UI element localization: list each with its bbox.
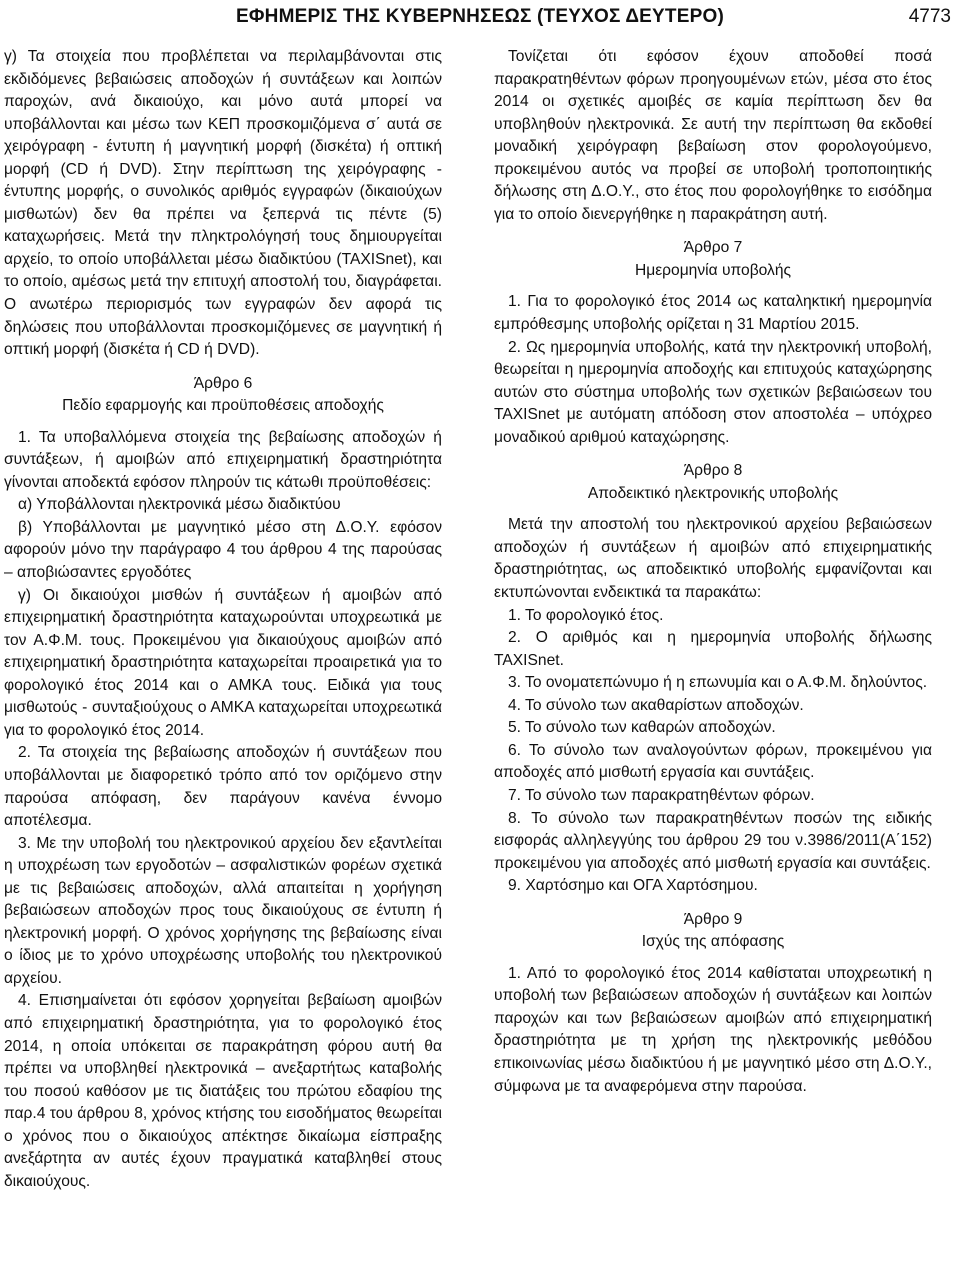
gazette-title: ΕΦΗΜΕΡΙΣ ΤΗΣ ΚΥΒΕΡΝΗΣΕΩΣ (ΤΕΥΧΟΣ ΔΕΥΤΕΡΟ) xyxy=(236,6,724,27)
article-6-paragraph-3: 3. Με την υποβολή του ηλεκτρονικού αρχείου δεν εξαντλείται η υποχρέωση των εργοδοτών – ασφαλιστικών φορέων σχετικά με τις βεβαιώσεις αποδοχών, αλλά απαιτείται η χορήγηση βεβαιώσεων αποδοχών προς τους δικαιούχους σε έντυπη ή ηλεκτρονική μορφή. Ο χρόνος χορήγησης της βεβαίωσης είναι ο ίδιος με το χρόνο υποχρέωσης υποβολής του ηλεκτρονικού αρχείου. xyxy=(4,834,442,987)
article-8-title: Αποδεικτικό ηλεκτρονικής υποβολής xyxy=(587,484,839,502)
article-8-heading: Άρθρο 8 xyxy=(683,462,743,480)
article-7-title: Ημερομηνία υποβολής xyxy=(634,261,792,279)
article-7-paragraph-1: 1. Για το φορολογικό έτος 2014 ως καταληκτική ημερομηνία εμπρόθεσμης υποβολής ορίζεται η 31 Μαρτίου 2015. xyxy=(494,293,932,334)
article-8-item-7: 7. Το σύνολο των παρακρατηθέντων φόρων. xyxy=(508,786,815,804)
article-8-item-4: 4. Το σύνολο των ακαθαρίστων αποδοχών. xyxy=(508,696,804,714)
article-8-intro: Μετά την αποστολή του ηλεκτρονικού αρχείου βεβαιώσεων αποδοχών ή συντάξεων ή αμοιβών από επιχειρηματικής δραστηριότητας, ως αποδεικτικό υποβολής εμφανίζονται και εκτυπώνονται ενδεικτικά τα παρακάτω: xyxy=(494,516,932,602)
article-7-heading: Άρθρο 7 xyxy=(683,239,743,257)
article-6-paragraph-1: 1. Τα υποβαλλόμενα στοιχεία της βεβαίωσης αποδοχών ή συντάξεων, ή αμοιβών από επιχειρηματική δραστηριότητα γίνονται αποδεκτά εφόσον πληρούν τις κάτωθι προϋποθέσεις: xyxy=(4,428,442,491)
page-header xyxy=(0,0,960,34)
paragraph-gamma-list-item: γ) Τα στοιχεία που προβλέπεται να περιλαμβάνονται στις εκδιδόμενες βεβαιώσεις αποδοχών ή συντάξεων και λοιπών παροχών, ανά δικαιούχο, και μόνο αυτά μπορεί να υποβάλλονται και μέσω των ΚΕΠ προσκομιζόμενα σ΄ αυτά σε χειρόγραφη - έντυπη ή μαγνητική μορφή (δισκέτα) ή οπτική μορφή (CD ή DVD). Στην περίπτωση της χειρόγραφης - έντυπης μορφής, ο συνολικός αριθμός εγγραφών (δικαιούχων μισθωτών) δεν θα πρέπει να ξεπερνά τις πέντε (5) καταχωρήσεις. Μετά την πληκτρολόγησή τους δημιουργείται αρχείο, το οποίο υποβάλλεται μέσω διαδικτύου (TAXISnet), και το οποίο, αμέσως μετά την επιτυχή αποστολή του, διαγράφεται. Ο ανωτέρω περιορισμός των εγγραφών δεν αφορά τις δηλώσεις που υποβάλλονται προσκομιζόμενες σε μαγνητική ή οπτική μορφή (δισκέτα ή CD ή DVD). xyxy=(4,48,442,359)
article-6-paragraph-4: 4. Επισημαίνεται ότι εφόσον χορηγείται βεβαίωση αμοιβών από επιχειρηματική δραστηριότητα, για το φορολογικό έτος 2014, η οποία υπόκειται σε παρακράτηση φόρου αυτή θα πρέπει να υποβληθεί ηλεκτρονικά – ανεξαρτήτως καταβολής του ποσού καθόσον με τις διατάξεις του πρώτου εδαφίου της παρ.4 του άρθρου 8, χρόνος κτήσης του εισοδήματος θεωρείται ο χρόνος που ο δικαιούχος απέκτησε δικαίωμα είσπραξης ανεξάρτητα αν αυτές έχουν πραγματικά καταβληθεί στους δικαιούχους. xyxy=(4,992,442,1190)
article-8-item-2: 2. Ο αριθμός και η ημερομηνία υποβολής δήλωσης TAXISnet. xyxy=(494,629,932,669)
article-6-item-b: β) Υποβάλλονται με μαγνητικό μέσο στη Δ.Ο.Υ. εφόσον αφορούν μόνο την παράγραφο 4 του άρθρου 4 της παρούσας – αποβιώσαντες εργοδότες xyxy=(4,518,442,582)
article-8-item-9: 9. Χαρτόσημο και ΟΓΑ Χαρτόσημου. xyxy=(508,877,758,895)
article-8-item-5: 5. Το σύνολο των καθαρών αποδοχών. xyxy=(508,719,776,737)
article-9-heading: Άρθρο 9 xyxy=(683,910,743,928)
article-8-item-8: 8. Το σύνολο των παρακρατηθέντων ποσών της ειδικής εισφοράς αλληλεγγύης του άρθρου 29 του ν.3986/2011(Α΄152) προκειμένου για αποδοχές από μισθωτή εργασία και συντάξεις. xyxy=(494,809,932,872)
article-6-item-c: γ) Οι δικαιούχοι μισθών ή συντάξεων ή αμοιβών από επιχειρηματική δραστηριότητα καταχωρούνται υποχρεωτικά με τον Α.Φ.Μ. τους. Προκειμένου για δικαιούχους αμοιβών από επιχειρηματική δραστηριότητα καταχωρείται προαιρετικά για το φορολογικό έτος 2014 και ο ΑΜΚΑ τους. Ειδικά για τους μισθωτούς - συνταξιούχους ο ΑΜΚΑ καταχωρείται υποχρεωτικά για το φορολογικό έτος 2014. xyxy=(4,586,442,739)
article-9-paragraph-1: 1. Από το φορολογικό έτος 2014 καθίσταται υποχρεωτική η υποβολή των βεβαιώσεων αποδοχών ή συντάξεων και λοιπών παροχών και των βεβαιώσεων αμοιβών από επιχειρηματική δραστηριότητα με τη χρήση της ηλεκτρονικής μεθόδου επικοινωνίας μέσω διαδικτύου ή με μαγνητικό μέσο στη Δ.Ο.Υ., σύμφωνα με τα αναφερόμενα στην παρούσα. xyxy=(494,964,932,1095)
article-9-title: Ισχύς της απόφασης xyxy=(641,933,785,951)
left-column xyxy=(4,46,442,1193)
article-7-paragraph-2: 2. Ως ημερομηνία υποβολής, κατά την ηλεκτρονική υποβολή, θεωρείται η ημερομηνία αποδοχής και επιτυχούς καταχώρησης αυτών στο σύστημα υποβολής των σχετικών βεβαιώσεων του TAXISnet με αυτόματη απόδοση στον αποστολέα – υπόχρεο μοναδικού αριθμού καταχώρησης. xyxy=(494,338,932,446)
article-8-item-3: 3. Το ονοματεπώνυμο ή η επωνυμία και ο Α.Φ.Μ. δηλούντος. xyxy=(508,674,928,692)
right-column xyxy=(494,46,932,1098)
article-6-heading: Άρθρο 6 xyxy=(193,374,253,392)
article-6-paragraph-2: 2. Τα στοιχεία της βεβαίωσης αποδοχών ή συντάξεων που υποβάλλονται με διαφορετικό τρόπο από τον οριζόμενο στην παρούσα απόφαση, δεν παράγουν κανένα έννομο αποτέλεσμα. xyxy=(4,744,442,830)
article-8-item-6: 6. Το σύνολο των αναλογούντων φόρων, προκειμένου για αποδοχές από μισθωτή εργασία και συντάξεις. xyxy=(494,741,932,782)
page-number: 4773 xyxy=(908,6,951,27)
continued-paragraph: Τονίζεται ότι εφόσον έχουν αποδοθεί ποσά παρακρατηθέντων φόρων προηγουμένων ετών, μέσα στο έτος 2014 οι σχετικές αμοιβές σε καμία περίπτωση δεν θα υποβληθούν ηλεκτρονικά. Σε αυτή την περίπτωση θα εκδοθεί μοναδική χειρόγραφη βεβαίωση στον φορολογούμενο, προκειμένου αυτός να προβεί σε υποβολή τροποποιητικής δήλωσης στη Δ.Ο.Υ., στο έτος που φορολογήθηκε το εισόδημα για το οποίο διενεργήθηκε η παρακράτηση αυτή. xyxy=(494,48,932,223)
article-8-item-1: 1. Το φορολογικό έτος. xyxy=(508,606,664,624)
article-6-item-a: α) Υποβάλλονται ηλεκτρονικά μέσω διαδικτύου xyxy=(18,496,341,514)
article-6-title: Πεδίο εφαρμογής και προϋποθέσεις αποδοχής xyxy=(62,397,384,415)
